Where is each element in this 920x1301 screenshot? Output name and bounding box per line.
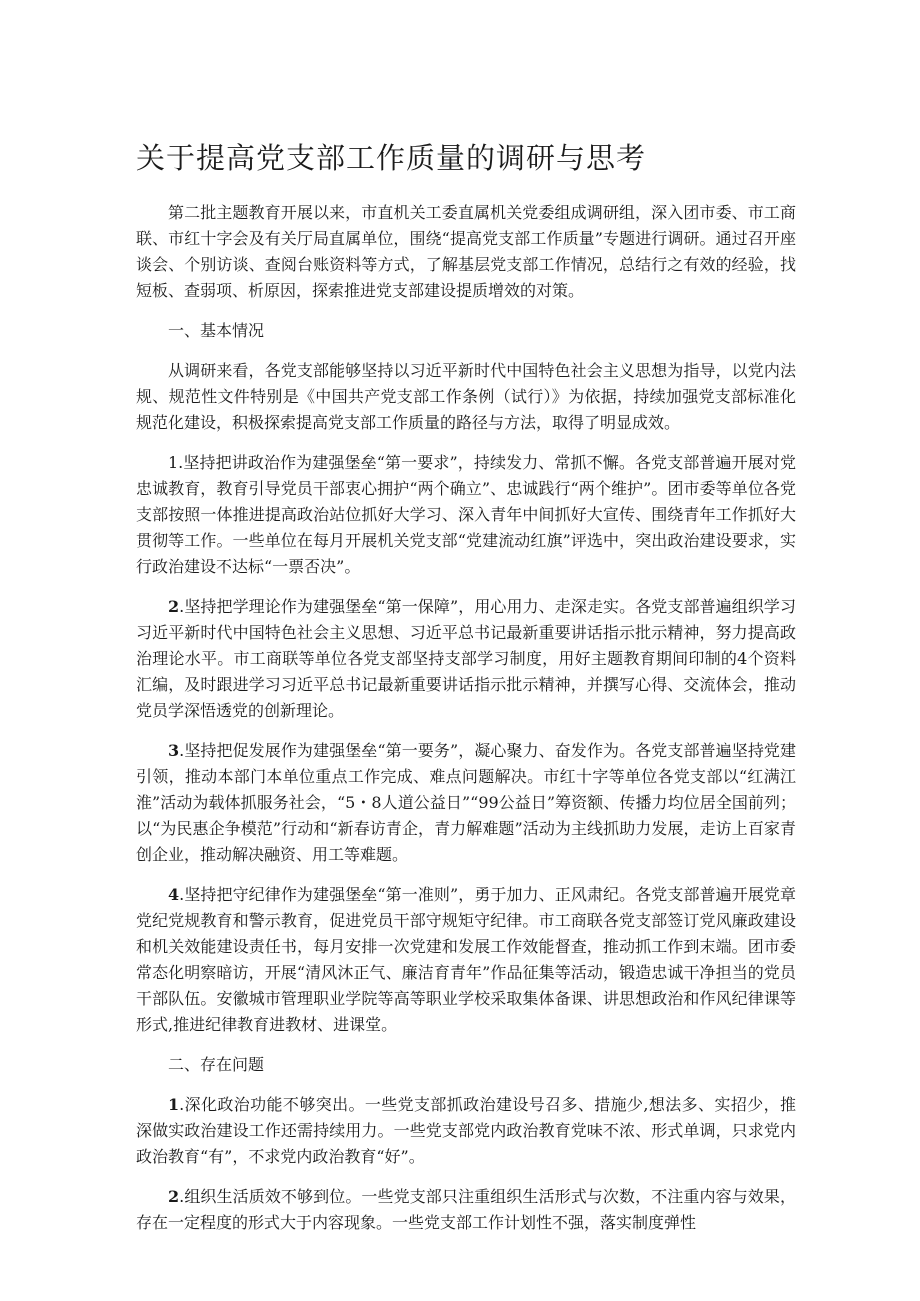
section2-item-2 [136,1184,796,1236]
item-text: 坚持把讲政治作为建强堡垒“第一要求”，持续发力、常抓不懈。各党支部普遍开展对党忠诚教育，教育引导党员干部衷心拥护“两个确立”、忠诚践行“两个维护”。团市委等单位各党支部按照一体推进提高政治站位抓好大学习、深入青年中间抓好大宣传、围绕青年工作抓好大贯彻等工作。一些单位在每月开展机关党支部“党建流动红旗”评选中，突出政治建设要求，实行政治建设不达标“一票否决”。 [136,453,796,576]
section-heading-basic-situation: 一、基本情况 [168,321,265,340]
item-text: .坚持把学理论作为建强堡垒“第一保障”，用心用力、走深走实。各党支部普遍组织学习习近平新时代中国特色社会主义思想、习近平总书记最新重要讲话指示批示精神，努力提高政治理论水平。市工商联等单位各党支部坚持支部学习制度，用好主题教育期间印制的4个资料汇编，及时跟进学习习近平总书记最新重要讲话指示批示精神，并撰写心得、交流体会，推动党员学深悟透党的创新理论。 [136,597,796,720]
item-text: .坚持把守纪律作为建强堡垒“第一准则”，勇于加力、正风肃纪。各党支部普遍开展党章党纪党规教育和警示教育，促进党员干部守规矩守纪律。市工商联各党支部签订党风廉政建设和机关效能建设责任书，每月安排一次党建和发展工作效能督查，推动抓工作到末端。团市委常态化明察暗访，开展“清风沐正气、廉洁育青年”作品征集等活动，锻造忠诚干净担当的党员干部队伍。安徽城市管理职业学院等高等职业学校采取集体备课、讲思想政治和作风纪律课等形式,推进纪律教育进教材、进课堂。 [136,885,796,1034]
item-number: 2 [168,1187,180,1206]
section1-item-1 [136,450,796,580]
item-number: 4 [168,885,180,904]
section-heading-existing-problems: 二、存在问题 [168,1055,265,1074]
section1-item-4 [136,882,796,1038]
section1-item-2 [136,594,796,724]
item-number: 1 [168,1095,180,1114]
document-page [136,138,796,1250]
item-text: .坚持把促发展作为建强堡垒“第一要务”，凝心聚力、奋发作为。各党支部普遍坚持党建引领，推动本部门本单位重点工作完成、难点问题解决。市红十字等单位各党支部以“红满江淮”活动为载体抓服务社会，“5・8人道公益日”“99公益日”筹资额、传播力均位居全国前列；以“为民惠企争模范”行动和“新春访青企，青力解难题”活动为主线抓助力发展，走访上百家青创企业，推动解决融资、用工等难题。 [136,741,796,864]
item-number: 1. [168,453,184,472]
item-number: 3 [168,741,180,760]
section1-item-3 [136,738,796,868]
item-text: .组织生活质效不够到位。一些党支部只注重组织生活形式与次数，不注重内容与效果，存在一定程度的形式大于内容现象。一些党支部工作计划性不强，落实制度弹性 [136,1187,796,1232]
item-number: 2 [168,597,180,616]
section2-item-1 [136,1092,796,1170]
intro-paragraph: 第二批主题教育开展以来，市直机关工委直属机关党委组成调研组，深入团市委、市工商联、市红十字会及有关厅局直属单位，围绕“提高党支部工作质量”专题进行调研。通过召开座谈会、个别访谈、查阅台账资料等方式，了解基层党支部工作情况，总结行之有效的经验，找短板、查弱项、析原因，探索推进党支部建设提质增效的对策。 [136,203,796,300]
item-text: .深化政治功能不够突出。一些党支部抓政治建设号召多、措施少,想法多、实招少，推深做实政治建设工作还需持续用力。一些党支部党内政治教育党味不浓、形式单调，只求党内政治教育“有”，不求党内政治教育“好”。 [136,1095,796,1166]
section1-summary-paragraph: 从调研来看，各党支部能够坚持以习近平新时代中国特色社会主义思想为指导，以党内法规、规范性文件特别是《中国共产党支部工作条例（试行）》为依据，持续加强党支部标准化规范化建设，积极探索提高党支部工作质量的路径与方法，取得了明显成效。 [136,361,796,432]
document-title: 关于提高党支部工作质量的调研与思考 [136,141,647,175]
